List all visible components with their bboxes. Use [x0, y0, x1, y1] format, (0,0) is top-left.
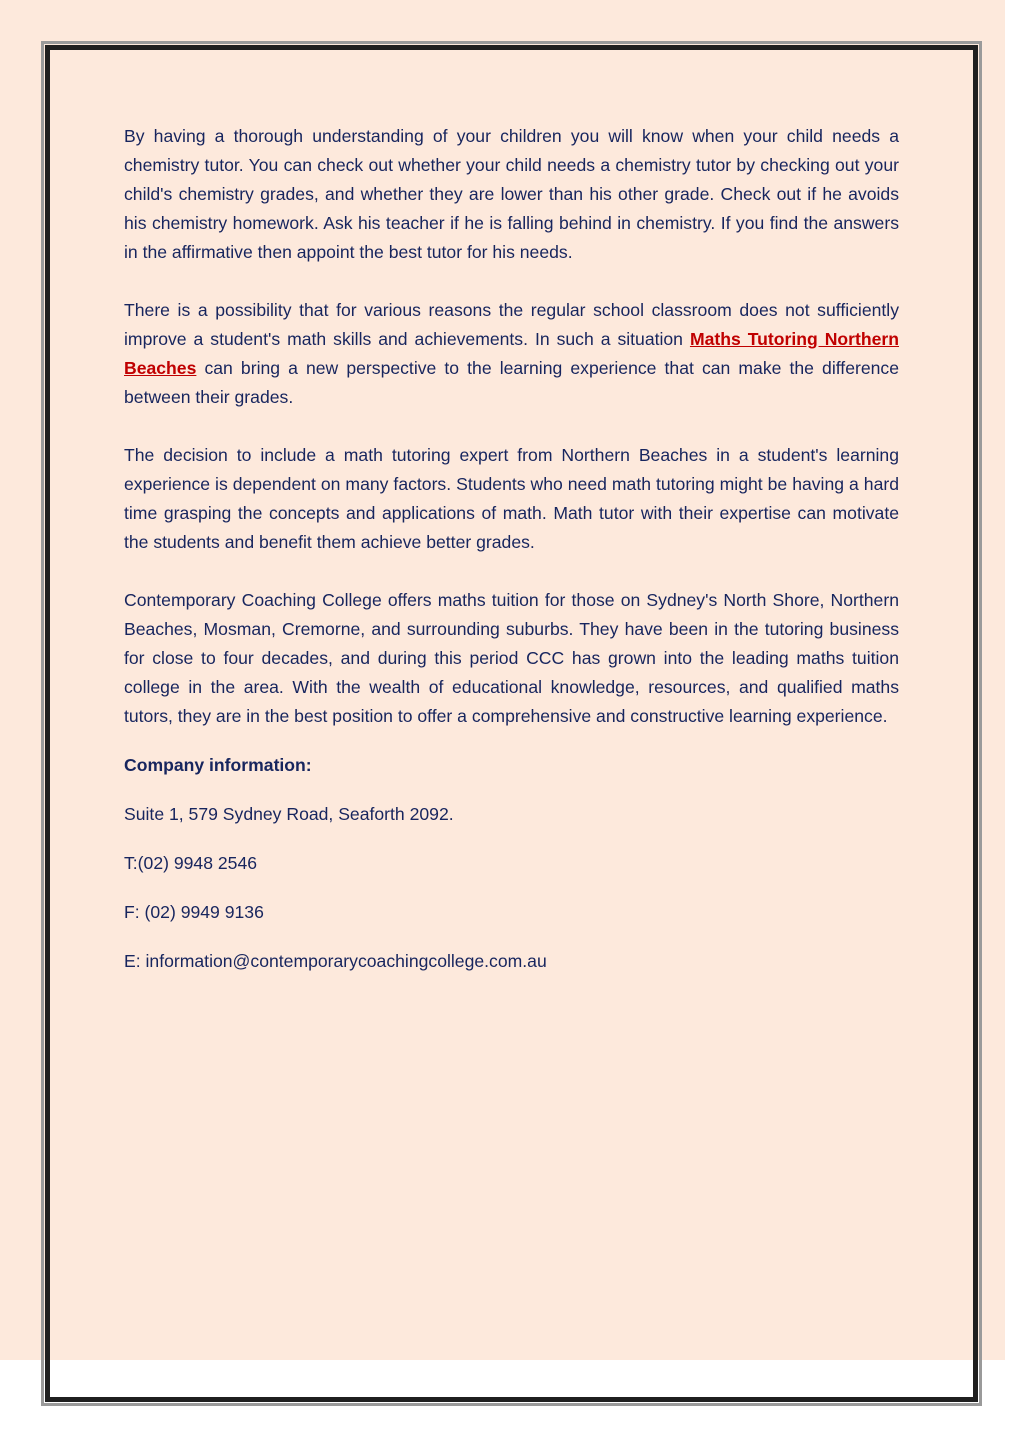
company-email: E: information@contemporarycoachingcollege.com.au: [124, 951, 547, 971]
company-fax: F: (02) 9949 9136: [124, 902, 264, 922]
paragraph-math-skills: [124, 296, 899, 412]
paragraph-math-skills-intro: There is a possibility that for various reasons the regular school classroom does not sufficiently improve a student's math skills and achievements. In such a situation: [124, 300, 899, 349]
company-info-heading: Company information:: [124, 755, 312, 775]
company-address: Suite 1, 579 Sydney Road, Seaforth 2092.: [124, 804, 454, 824]
paragraph-tutoring-decision: The decision to include a math tutoring expert from Northern Beaches in a student's learning experience is dependent on many factors. Students who need math tutoring might be having a hard time grasping the concepts and applications of math. Math tutor with their expertise can motivate the students and benefit them achieve better grades.: [124, 445, 899, 552]
document-body: [124, 122, 899, 996]
paragraph-college-overview: Contemporary Coaching College offers maths tuition for those on Sydney's North Shore, Northern Beaches, Mosman, Cremorne, and surrounding suburbs. They have been in the tutoring business for close to four decades, and during this period CCC has grown into the leading maths tuition college in the area. With the wealth of educational knowledge, resources, and qualified maths tutors, they are in the best position to offer a comprehensive and constructive learning experience.: [124, 590, 899, 726]
paragraph-math-skills-outro: can bring a new perspective to the learning experience that can make the difference between their grades.: [124, 358, 899, 407]
company-phone: T:(02) 9948 2546: [124, 853, 258, 873]
maths-tutoring-link[interactable]: Maths Tutoring Northern Beaches: [124, 329, 899, 378]
paragraph-chemistry-tutor: By having a thorough understanding of your children you will know when your child needs a chemistry tutor. You can check out whether your child needs a chemistry tutor by checking out your child's chemistry grades, and whether they are lower than his other grade. Check out if he avoids his chemistry homework. Ask his teacher if he is falling behind in chemistry. If you find the answers in the affirmative then appoint the best tutor for his needs.: [124, 126, 899, 262]
